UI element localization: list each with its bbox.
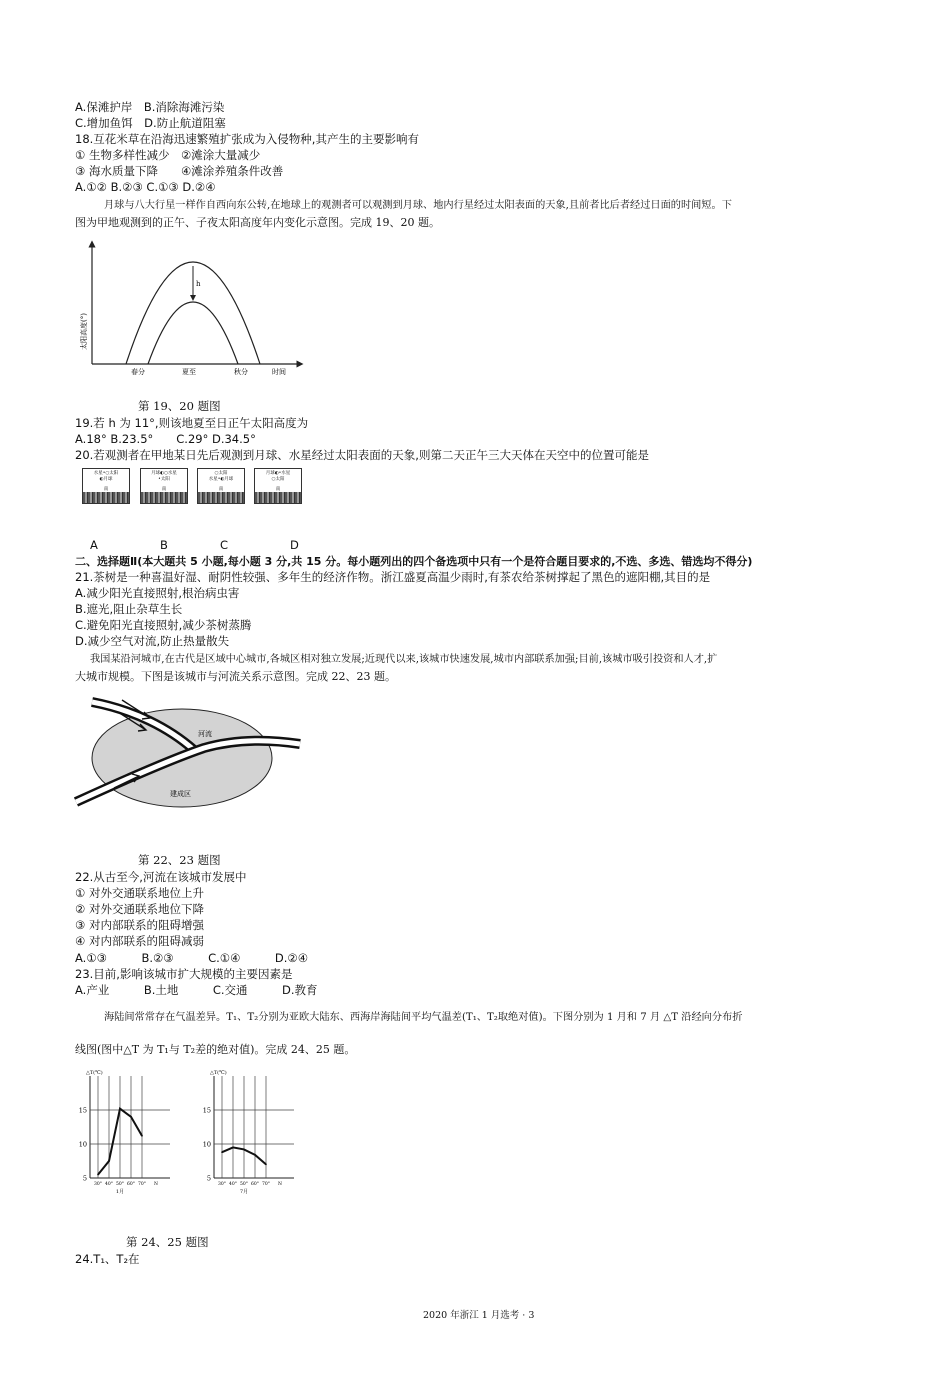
q22-item-1: ① 对外交通联系地位上升 xyxy=(75,886,204,900)
q19-options: A.18° B.23.5° C.29° D.34.5° xyxy=(75,432,256,446)
fig20-d-bodies: 月球◐•水星 ○太阳 xyxy=(265,471,291,482)
q19-stem: 19.若 h 为 11°,则该地夏至日正午太阳高度为 xyxy=(75,416,309,430)
data-point xyxy=(141,1135,143,1137)
fig20-c-south: 南 xyxy=(218,487,224,492)
x-axis-label: N xyxy=(278,1182,282,1187)
fig22-river-label: 河流 xyxy=(198,730,212,738)
q21-option-d: D.减少空气对流,防止热量散失 xyxy=(75,634,230,648)
q22-stem: 22.从古至今,河流在该城市发展中 xyxy=(75,870,247,884)
q22-item-2: ② 对外交通联系地位下降 xyxy=(75,902,204,916)
fig20-label-c: C xyxy=(220,538,229,552)
fig24-january-chart xyxy=(72,1066,182,1201)
fig19-caption: 第 19、20 题图 xyxy=(138,399,221,413)
x-tick-label: 50° xyxy=(116,1182,124,1187)
q22-item-3: ③ 对内部联系的阻碍增强 xyxy=(75,918,204,932)
fig19-tick-autumn: 秋分 xyxy=(234,368,248,376)
data-point xyxy=(108,1160,110,1162)
fig22-urban-label: 建成区 xyxy=(170,790,191,798)
fig19-h-label: h xyxy=(196,280,201,288)
fig20-c-bodies: ○太阳 水星•◐月球 xyxy=(208,471,234,482)
y-tick-label: 10 xyxy=(202,1140,211,1149)
data-point xyxy=(97,1174,99,1176)
fig20-option-c-image xyxy=(197,468,245,504)
chart-title: 7月 xyxy=(239,1189,249,1195)
fig19-midnight-curve xyxy=(148,302,238,364)
data-point xyxy=(232,1147,234,1149)
fig20-label-a: A xyxy=(90,538,98,552)
q21-option-a: A.减少阳光直接照射,根治病虫害 xyxy=(75,586,240,600)
y-axis-label: △T(℃) xyxy=(86,1070,103,1076)
fig20-a-south: 南 xyxy=(103,487,109,492)
q22-23-intro-line-1: 我国某沿河城市,在古代是区域中心城市,各城区相对独立发展;近现代以来,该城市快速发展,城市内部联系加强;目前,该城市吸引投资和人才,扩 xyxy=(90,654,718,665)
x-tick-label: 30° xyxy=(94,1182,102,1187)
fig19-tick-summer: 夏至 xyxy=(182,368,196,376)
q17-option-line-2: C.增加鱼饵 D.防止航道阻塞 xyxy=(75,116,226,130)
fig20-option-d-image xyxy=(254,468,302,504)
fig19-sun-altitude-chart xyxy=(76,240,306,380)
y-tick-label: 5 xyxy=(206,1174,211,1183)
fig19-y-label: 太阳高度(°) xyxy=(80,313,88,350)
data-point xyxy=(221,1151,223,1153)
q18-options: A.①② B.②③ C.①③ D.②④ xyxy=(75,180,216,194)
data-point xyxy=(119,1108,121,1110)
q21-option-c: C.避免阳光直接照射,减少茶树蒸腾 xyxy=(75,618,252,632)
x-tick-label: 30° xyxy=(218,1182,226,1187)
chart-title: 1月 xyxy=(115,1189,125,1195)
y-tick-label: 10 xyxy=(78,1140,87,1149)
q22-options: A.①③ B.②③ C.①④ D.②④ xyxy=(75,951,309,965)
data-point xyxy=(265,1164,267,1166)
fig20-option-a-image xyxy=(82,468,130,504)
fig20-label-b: B xyxy=(160,538,168,552)
q22-23-intro-line-2: 大城市规模。下图是该城市与河流关系示意图。完成 22、23 题。 xyxy=(75,670,396,683)
x-tick-label: 60° xyxy=(127,1182,135,1187)
q23-stem: 23.目前,影响该城市扩大规模的主要因素是 xyxy=(75,967,293,981)
x-tick-label: 70° xyxy=(138,1182,146,1187)
y-tick-label: 15 xyxy=(78,1106,87,1115)
fig19-tick-time: 时间 xyxy=(272,368,286,376)
y-tick-label: 5 xyxy=(82,1174,87,1183)
q21-option-b: B.遮光,阻止杂草生长 xyxy=(75,602,183,616)
q23-options: A.产业 B.土地 C.交通 D.教育 xyxy=(75,983,318,997)
fig20-b-south: 南 xyxy=(161,487,167,492)
q21-stem: 21.茶树是一种喜温好湿、耐阴性较强、多年生的经济作物。浙江盛夏高温少雨时,有茶农给茶树撑起了黑色的遮阳棚,其目的是 xyxy=(75,570,711,584)
x-tick-label: 70° xyxy=(262,1182,270,1187)
q19-20-intro-line-1: 月球与八大行星一样作自西向东公转,在地球上的观测者可以观测到月球、地内行星经过太阳表面的天象,且前者比后者经过日面的时间短。下 xyxy=(104,200,732,211)
fig24-july-chart xyxy=(196,1066,306,1201)
x-tick-label: 40° xyxy=(229,1182,237,1187)
y-tick-label: 15 xyxy=(202,1106,211,1115)
q18-stem: 18.互花米草在沿海迅速繁殖扩张成为入侵物种,其产生的主要影响有 xyxy=(75,132,419,146)
fig22-city-river-map xyxy=(74,688,304,818)
data-point xyxy=(254,1154,256,1156)
fig20-d-south: 南 xyxy=(275,487,281,492)
fig20-label-d: D xyxy=(290,538,299,552)
fig20-option-b-image xyxy=(140,468,188,504)
section-2-heading: 二、选择题Ⅱ(本大题共 5 小题,每小题 3 分,共 15 分。每小题列出的四个备选项中只有一个是符合题目要求的,不选、多选、错选均不得分) xyxy=(75,555,753,568)
q22-item-4: ④ 对内部联系的阻碍减弱 xyxy=(75,934,204,948)
fig22-caption: 第 22、23 题图 xyxy=(138,853,221,867)
fig20-b-bodies: 月球◐○水星 •太阳 xyxy=(151,471,177,482)
q17-option-line-1: A.保滩护岸 B.消除海滩污染 xyxy=(75,100,225,114)
x-axis-label: N xyxy=(154,1182,158,1187)
q18-item-line-2: ③ 海水质量下降 ④滩涂养殖条件改善 xyxy=(75,164,284,178)
q24-25-intro-line-2: 线图(图中△T 为 T₁与 T₂差的绝对值)。完成 24、25 题。 xyxy=(75,1043,356,1056)
x-tick-label: 50° xyxy=(240,1182,248,1187)
q18-item-line-1: ① 生物多样性减少 ②滩涂大量减少 xyxy=(75,148,261,162)
fig24-caption: 第 24、25 题图 xyxy=(126,1235,209,1249)
q19-20-intro-line-2: 图为甲地观测到的正午、子夜太阳高度年内变化示意图。完成 19、20 题。 xyxy=(75,216,440,229)
q24-25-intro-line-1: 海陆间常常存在气温差异。T₁、T₂分别为亚欧大陆东、西海岸海陆间平均气温差(T₁、T₂取绝对值)。下图分别为 1 月和 7 月 △T 沿经向分布折 xyxy=(104,1012,743,1023)
q24-stem: 24.T₁、T₂在 xyxy=(75,1252,140,1266)
y-axis-label: △T(℃) xyxy=(210,1070,227,1076)
fig20-a-bodies: 水星•○太阳 ◐月球 xyxy=(93,471,119,482)
data-point xyxy=(243,1149,245,1151)
x-tick-label: 60° xyxy=(251,1182,259,1187)
page-footer: 2020 年浙江 1 月选考 · 3 xyxy=(423,1310,535,1321)
x-tick-label: 40° xyxy=(105,1182,113,1187)
data-point xyxy=(130,1116,132,1118)
fig19-tick-spring: 春分 xyxy=(131,368,145,376)
q20-stem: 20.若观测者在甲地某日先后观测到月球、水星经过太阳表面的天象,则第二天正午三大天体在天空中的位置可能是 xyxy=(75,448,649,462)
